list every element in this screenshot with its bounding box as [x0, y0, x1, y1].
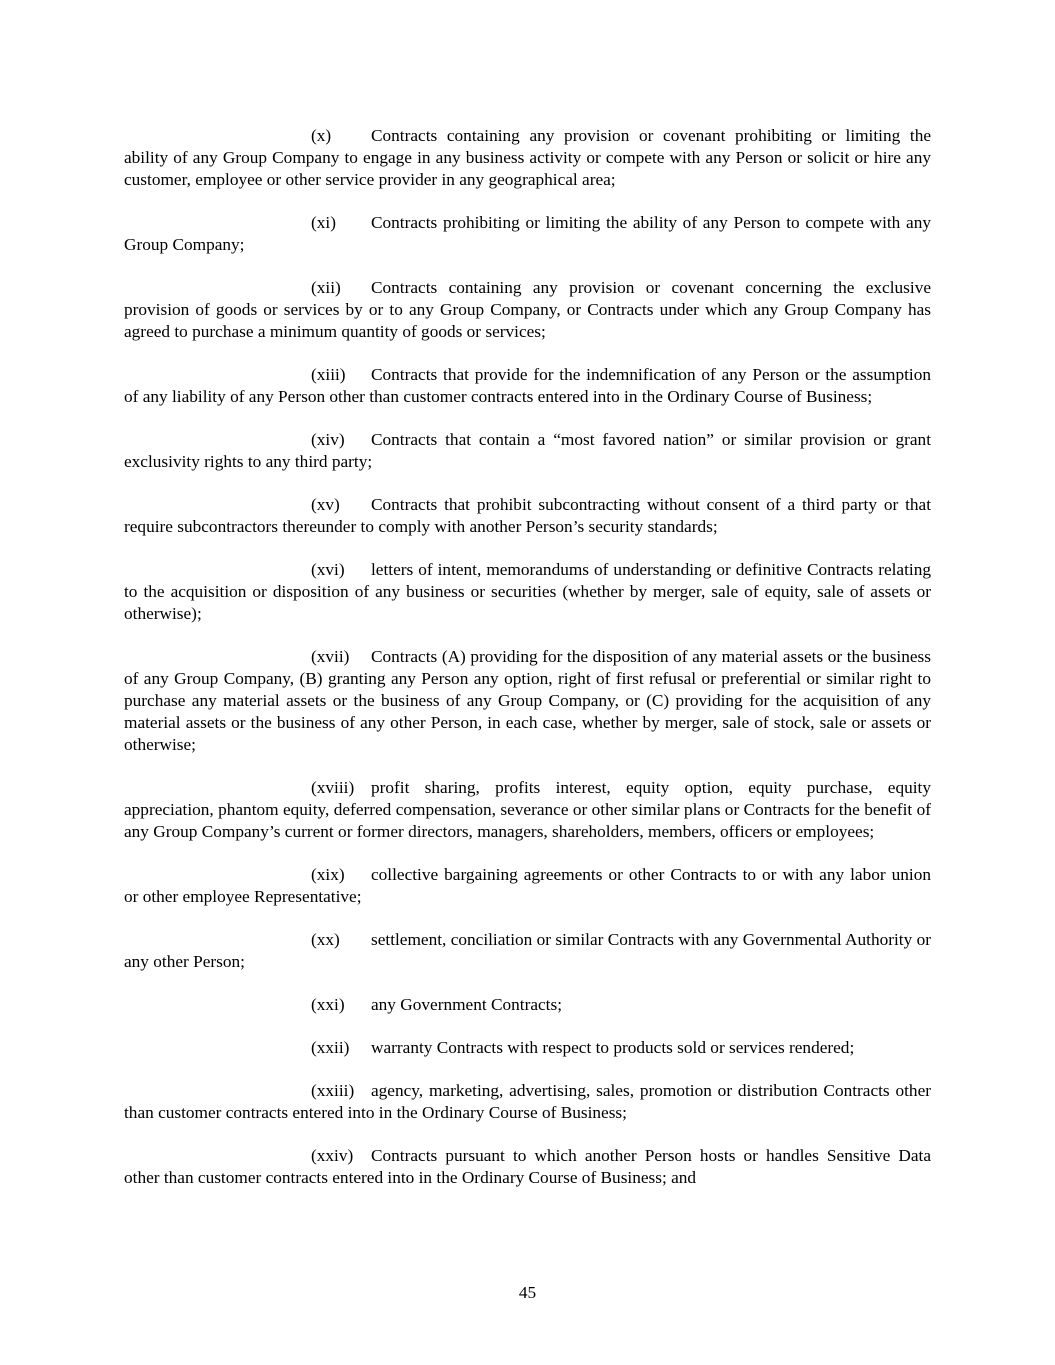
- clause-xvi: [124, 559, 931, 625]
- clause-number: (xv): [311, 495, 340, 514]
- clause-text: profit sharing, profits interest, equity option, equity purchase, equity appreciation, phantom equity, deferred compensation, severance or other similar plans or Contracts for the benefit of any Group Company’s current or former directors, managers, shareholders, members, officers or employees;: [124, 778, 931, 841]
- clause-text: agency, marketing, advertising, sales, promotion or distribution Contracts other than customer contracts entered into in the Ordinary Course of Business;: [124, 1081, 931, 1122]
- clause-number: (xiv): [311, 430, 345, 449]
- clause-xiv: [124, 429, 931, 473]
- clause-number: (xix): [311, 865, 345, 884]
- clause-text: Contracts that contain a “most favored nation” or similar provision or grant exclusivity rights to any third party;: [124, 430, 931, 471]
- clause-text: Contracts prohibiting or limiting the ability of any Person to compete with any Group Company;: [124, 213, 931, 254]
- clause-xxiv: [124, 1145, 931, 1189]
- clause-text: warranty Contracts with respect to products sold or services rendered;: [371, 1038, 855, 1057]
- clause-number: (xxiv): [311, 1146, 354, 1165]
- clause-xx: [124, 929, 931, 973]
- clause-number: (xiii): [311, 365, 346, 384]
- clause-text: settlement, conciliation or similar Contracts with any Governmental Authority or any other Person;: [124, 930, 931, 971]
- clause-xv: [124, 494, 931, 538]
- clause-number: (xxiii): [311, 1081, 355, 1100]
- clause-text: Contracts that provide for the indemnification of any Person or the assumption of any liability of any Person other than customer contracts entered into in the Ordinary Course of Business;: [124, 365, 931, 406]
- clause-xviii: [124, 777, 931, 843]
- clause-text: Contracts containing any provision or covenant concerning the exclusive provision of goods or services by or to any Group Company, or Contracts under which any Group Company has agreed to purchase a minimum quantity of goods or services;: [124, 278, 931, 341]
- clause-text: Contracts (A) providing for the disposition of any material assets or the business of any Group Company, (B) granting any Person any option, right of first refusal or preferential or similar right to purchase any material assets or the business of any Group Company, or (C) providing for the acquisition of any material assets or the business of any other Person, in each case, whether by merger, sale of stock, sale or assets or otherwise;: [124, 647, 931, 754]
- clause-xvii: [124, 646, 931, 756]
- body-text: [124, 125, 931, 1210]
- clause-x: [124, 125, 931, 191]
- clause-number: (xvi): [311, 560, 345, 579]
- clause-xxiii: [124, 1080, 931, 1124]
- page-number: 45: [518, 1283, 537, 1302]
- clause-text: Contracts pursuant to which another Person hosts or handles Sensitive Data other than customer contracts entered into in the Ordinary Course of Business; and: [124, 1146, 931, 1187]
- clause-text: letters of intent, memorandums of understanding or definitive Contracts relating to the acquisition or disposition of any business or securities (whether by merger, sale of equity, sale of assets or otherwise);: [124, 560, 931, 623]
- clause-number: (xi): [311, 213, 336, 232]
- clause-xxi: [124, 994, 931, 1016]
- clause-xi: [124, 212, 931, 256]
- clause-number: (xx): [311, 930, 340, 949]
- clause-text: Contracts that prohibit subcontracting without consent of a third party or that require subcontractors thereunder to comply with another Person’s security standards;: [124, 495, 931, 536]
- clause-number: (xii): [311, 278, 341, 297]
- clause-text: any Government Contracts;: [371, 995, 563, 1014]
- clause-text: collective bargaining agreements or other Contracts to or with any labor union or other employee Representative;: [124, 865, 931, 906]
- clause-number: (x): [311, 126, 332, 145]
- clause-number: (xviii): [311, 778, 355, 797]
- clause-xxii: [124, 1037, 931, 1059]
- clause-xix: [124, 864, 931, 908]
- clause-xiii: [124, 364, 931, 408]
- clause-xii: [124, 277, 931, 343]
- clause-number: (xxi): [311, 995, 345, 1014]
- clause-text: Contracts containing any provision or covenant prohibiting or limiting the ability of any Group Company to engage in any business activity or compete with any Person or solicit or hire any customer, employee or other service provider in any geographical area;: [124, 126, 931, 189]
- clause-number: (xvii): [311, 647, 350, 666]
- clause-number: (xxii): [311, 1038, 350, 1057]
